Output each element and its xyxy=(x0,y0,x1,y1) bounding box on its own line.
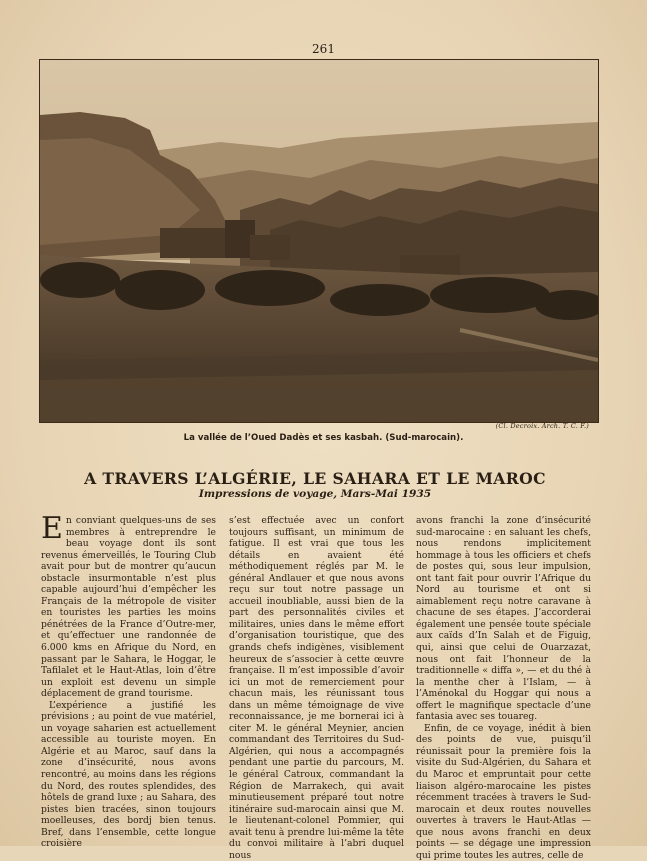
paragraph-text: n conviant quelques-uns de ses membres à entreprendre le beau voyage dont ils sont revenus émerveillés, le Touring Club avait pour but de montrer qu’aucun obstacle insurmontable n’est plus capable aujourd’hui d’empêcher les Français de la métropole de visiter en touristes les parties les moins pénétrées de la France d’Outre-mer, et qu’effectuer une randonnée de 6.000 kms en Afrique du Nord, en passant par le Sahara, le Hoggar, le Tafilalet et le Haut-Atlas, loin d’être un exploit est devenu un simple déplacement de grand tourisme. xyxy=(41,515,216,700)
photo-caption: La vallée de l’Oued Dadès et ses kasbah. (Sud-marocain). xyxy=(183,433,464,443)
article-subtitle: Impressions de voyage, Mars-Mai 1935 xyxy=(198,488,432,500)
drop-cap: E xyxy=(41,511,63,546)
article-column-1 xyxy=(41,511,216,850)
article-title: A TRAVERS L’ALGÉRIE, LE SAHARA ET LE MAROC xyxy=(84,469,546,488)
paragraph: L’expérience a justifié les prévisions ; au point de vue matériel, un voyage saharien est actuellement accessible au touriste moyen. En Algérie et au Maroc, sauf dans la zone d’insécurité, nous avons rencontré, au moins dans les régions du Nord, des routes splendides, des hôtels de grand luxe ; au Sahara, des pistes bien tracées, sinon toujours moelleuses, des bordj bien tenus. Bref, dans l’ensemble, cette longue croisière xyxy=(41,699,216,850)
photo-credit: (Cl. Decroix. Arch. T. C. F.) xyxy=(495,422,589,430)
valley-photograph xyxy=(39,59,599,423)
valley-landscape-image xyxy=(40,60,598,422)
paragraph: Enfin, de ce voyage, inédit à bien des points de vue, puisqu’il réunissait pour la première fois la visite du Sud-Algérien, du Sahara et du Maroc et empruntait pour cette liaison algéro-marocaine les pistes récemment tracées à travers le Sud-marocain et deux routes nouvelles ouvertes à travers le Haut-Atlas — que nous avons franchi en deux points — se dégage une impression qui prime toutes les autres, celle de xyxy=(416,722,591,861)
paragraph: s’est effectuée avec un confort toujours suffisant, un minimum de fatigue. Il est vrai que tous les détails en avaient été méthodiquement réglés par M. le général Andlauer et que nous avons reçu sur tout notre passage un accueil inoubliable, aussi bien de la part des personnalités civiles et militaires, unies dans le même effort d’organisation touristique, que des grands chefs indigènes, visiblement heureux de s’associer à cette œuvre française. Il m’est impossible d’avoir ici un mot de remerciement pour chacun mais, les réunissant tous dans un même témoignage de vive reconnaissance, je me bornerai ici à citer M. le général Meynier, ancien commandant des Territoires du Sud-Algérien, qui nous a accompagnés pendant une partie du parcours, M. le général Catroux, commandant la Région de Marrakech, qui avait minutieusement préparé tout notre itinéraire sud-marocain ainsi que M. le lieutenant-colonel Pommier, qui avait tenu à prendre lui-même la tête du convoi militaire à l’abri duquel nous xyxy=(229,515,404,861)
page-number: 261 xyxy=(312,42,335,56)
paragraph: avons franchi la zone d’insécurité sud-marocaine : en saluant les chefs, nous rendons implicitement hommage à tous les officiers et chefs de postes qui, sous leur impulsion, ont tant fait pour ouvrir l’Afrique du Nord au tourisme et ont si aimablement reçu notre caravane à chacune de ses étapes. J’accorderai également une pensée toute spéciale aux caïds d’In Salah et de Figuig, qui, ainsi que celui de Ouarzazat, nous ont fait l’honneur de la traditionnelle « diffa », — et du thé à la menthe cher à l’Islam, — à l’Aménokal du Hoggar qui nous a offert le magnifique spectacle d’une fantasia avec ses touareg. xyxy=(416,515,591,723)
article-column-2 xyxy=(229,515,404,861)
paragraph xyxy=(41,511,216,700)
article-column-3 xyxy=(416,515,591,861)
